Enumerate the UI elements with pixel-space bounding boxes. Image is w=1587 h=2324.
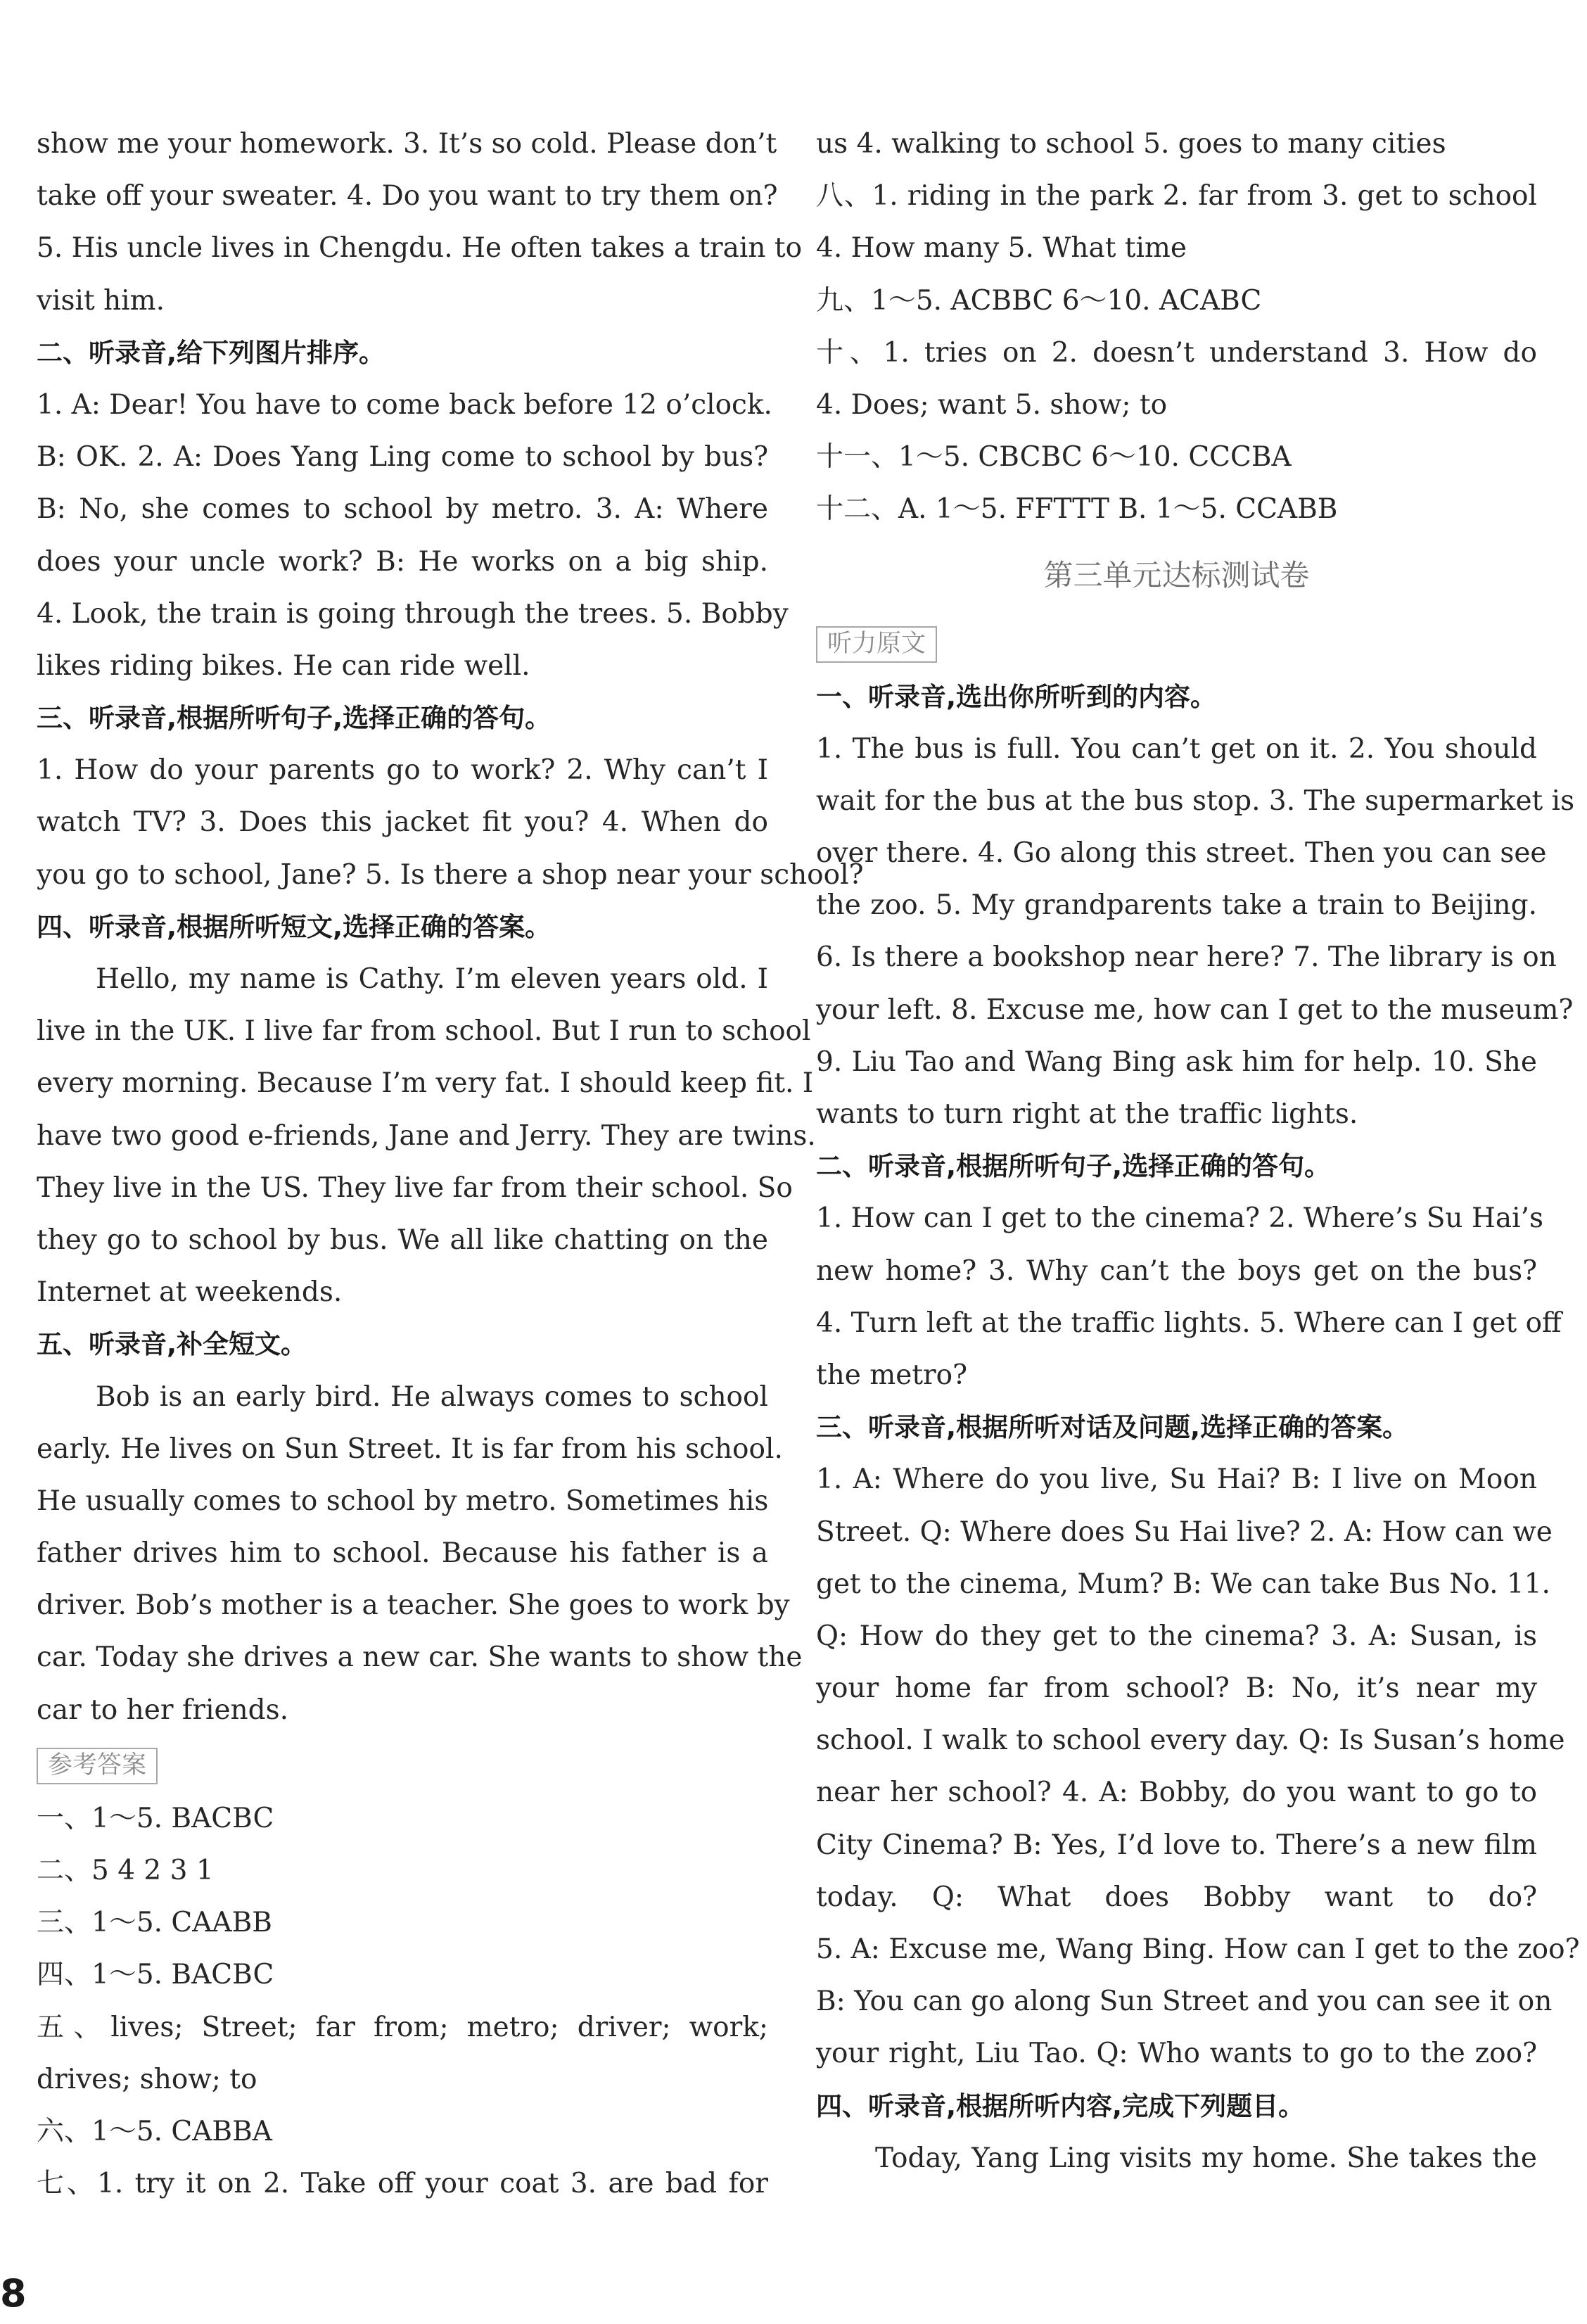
text-line: 四、1～5. BACBC — [37, 1959, 274, 1991]
text-line: near her school? 4. A: Bobby, do you want to go to — [816, 1777, 1537, 1809]
text-line: watch TV? 3. Does this jacket fit you? 4. When do — [37, 806, 768, 839]
text-line: 5. A: Excuse me, Wang Bing. How can I get to the zoo? — [816, 1934, 1580, 1965]
text-line: 6. Is there a bookshop near here? 7. The library is on — [816, 941, 1557, 974]
text-line: 八、1. riding in the park 2. far from 3. get to school — [816, 180, 1537, 212]
text-line: 七、1. try it on 2. Take off your coat 3. are bad for — [37, 2168, 768, 2200]
text-line: B: OK. 2. A: Does Yang Ling come to school by bus? — [37, 441, 768, 474]
text-line: wants to turn right at the traffic lights. — [816, 1098, 1358, 1130]
text-line: 一、1～5. BACBC — [37, 1802, 274, 1834]
text-line: your home far from school? B: No, it’s near my — [816, 1672, 1537, 1705]
text-line: over there. 4. Go along this street. Then you can see — [816, 837, 1547, 870]
section-heading: 三、听录音,根据所听对话及问题,选择正确的答案。 — [816, 1412, 1409, 1443]
text-line: 9. Liu Tao and Wang Bing ask him for help. 10. She — [816, 1046, 1537, 1078]
text-line: the zoo. 5. My grandparents take a train to Beijing. — [816, 889, 1537, 922]
text-line: every morning. Because I’m very fat. I should keep fit. I — [37, 1067, 814, 1100]
text-line: B: You can go along Sun Street and you can see it on — [816, 1986, 1553, 2018]
text-line: Q: How do they get to the cinema? 3. A: Susan, is — [816, 1620, 1537, 1652]
text-line: they go to school by bus. We all like chatting on the — [37, 1224, 768, 1256]
text-line: Street. Q: Where does Su Hai live? 2. A: How can we — [816, 1516, 1553, 1548]
left-column — [37, 118, 864, 2210]
text-line: Today, Yang Ling visits my home. She takes the — [875, 2142, 1537, 2174]
text-line: likes riding bikes. He can ride well. — [37, 649, 530, 682]
text-line: car to her friends. — [37, 1694, 289, 1726]
text-line: wait for the bus at the bus stop. 3. The supermarket is — [816, 785, 1575, 817]
text-line: Hello, my name is Cathy. I’m eleven years old. I — [96, 963, 768, 995]
section-heading: 四、听录音,根据所听短文,选择正确的答案。 — [37, 911, 552, 942]
text-line: 十二、A. 1～5. FFTTT B. 1～5. CCABB — [816, 493, 1338, 526]
section-heading: 五、听录音,补全短文。 — [37, 1329, 307, 1360]
text-line: City Cinema? B: Yes, I’d love to. There’s a new film — [816, 1829, 1537, 1861]
text-line: 三、1～5. CAABB — [37, 1907, 272, 1939]
section-heading: 三、听录音,根据所听句子,选择正确的答句。 — [37, 703, 552, 734]
right-column — [816, 118, 1580, 2185]
page-number: 8 — [0, 2271, 27, 2316]
text-line: 六、1～5. CABBA — [37, 2115, 272, 2147]
text-line: drives; show; to — [37, 2063, 257, 2095]
text-line: school. I walk to school every day. Q: Is Susan’s home — [816, 1725, 1565, 1757]
unit-title: 第三单元达标测试卷 — [1043, 557, 1310, 592]
text-line: father drives him to school. Because his father is a — [37, 1537, 768, 1570]
tag-label: 听力原文 — [816, 626, 937, 663]
text-line: 1. A: Where do you live, Su Hai? B: I live on Moon — [816, 1463, 1537, 1496]
text-line: Bob is an early bird. He always comes to school — [96, 1380, 768, 1413]
text-line: 五、lives; Street; far from; metro; driver; work; — [37, 2011, 768, 2043]
text-line: take off your sweater. 4. Do you want to try them on? — [37, 180, 778, 212]
text-line: have two good e-friends, Jane and Jerry. They are twins. — [37, 1119, 816, 1152]
section-tag — [37, 1736, 768, 1793]
section-heading: 四、听录音,根据所听内容,完成下列题目。 — [816, 2090, 1305, 2121]
text-line: today. Q: What does Bobby want to do? — [816, 1881, 1537, 1913]
text-line: 4. Look, the train is going through the trees. 5. Bobby — [37, 597, 789, 630]
text-line: 二、5 4 2 3 1 — [37, 1855, 214, 1886]
text-line: us 4. walking to school 5. goes to many cities — [816, 128, 1446, 160]
text-line: the metro? — [816, 1359, 968, 1391]
text-line: Internet at weekends. — [37, 1276, 343, 1309]
text-line: 4. How many 5. What time — [816, 232, 1187, 265]
text-line: 1. A: Dear! You have to come back before 12 o’clock. — [37, 388, 772, 421]
section-heading: 二、听录音,给下列图片排序。 — [37, 337, 385, 368]
text-line: 十一、1～5. CBCBC 6～10. CCCBA — [816, 441, 1292, 474]
tag-label: 参考答案 — [37, 1748, 158, 1784]
section-tag — [816, 615, 1537, 671]
text-line: 4. Turn left at the traffic lights. 5. Where can I get off — [816, 1307, 1562, 1339]
text-line: your left. 8. Excuse me, how can I get to the museum? — [816, 993, 1574, 1026]
text-line: 4. Does; want 5. show; to — [816, 388, 1168, 421]
text-line: 1. How do your parents go to work? 2. Why can’t I — [37, 754, 768, 787]
text-line: 1. How can I get to the cinema? 2. Where’s Su Hai’s — [816, 1202, 1544, 1235]
section-heading: 一、听录音,选出你所听到的内容。 — [816, 681, 1217, 712]
text-line: 十、1. tries on 2. doesn’t understand 3. How do — [816, 336, 1537, 369]
text-line: car. Today she drives a new car. She wants to show the — [37, 1642, 803, 1674]
text-line: show me your homework. 3. It’s so cold. Please don’t — [37, 128, 777, 160]
text-line: you go to school, Jane? 5. Is there a shop near your school? — [37, 858, 864, 891]
text-line: 5. His uncle lives in Chengdu. He often takes a train to — [37, 232, 803, 265]
section-heading: 二、听录音,根据所听句子,选择正确的答句。 — [816, 1151, 1331, 1182]
text-line: new home? 3. Why can’t the boys get on the bus? — [816, 1255, 1537, 1287]
text-line: driver. Bob’s mother is a teacher. She goes to work by — [37, 1589, 790, 1622]
text-line: They live in the US. They live far from their school. So — [37, 1171, 793, 1204]
text-line: He usually comes to school by metro. Sometimes his — [37, 1485, 769, 1517]
text-line: 1. The bus is full. You can’t get on it. 2. You should — [816, 732, 1537, 765]
text-line: early. He lives on Sun Street. It is far from his school. — [37, 1433, 783, 1465]
text-line: visit him. — [37, 284, 165, 317]
text-line: live in the UK. I live far from school. But I run to school — [37, 1015, 811, 1048]
text-line: get to the cinema, Mum? B: We can take Bus No. 11. — [816, 1568, 1550, 1600]
text-line: B: No, she comes to school by metro. 3. A: Where — [37, 493, 768, 526]
text-line: 九、1～5. ACBBC 6～10. ACABC — [816, 284, 1262, 317]
text-line: your right, Liu Tao. Q: Who wants to go to the zoo? — [816, 2038, 1537, 2070]
text-line: does your uncle work? B: He works on a big ship. — [37, 545, 768, 578]
